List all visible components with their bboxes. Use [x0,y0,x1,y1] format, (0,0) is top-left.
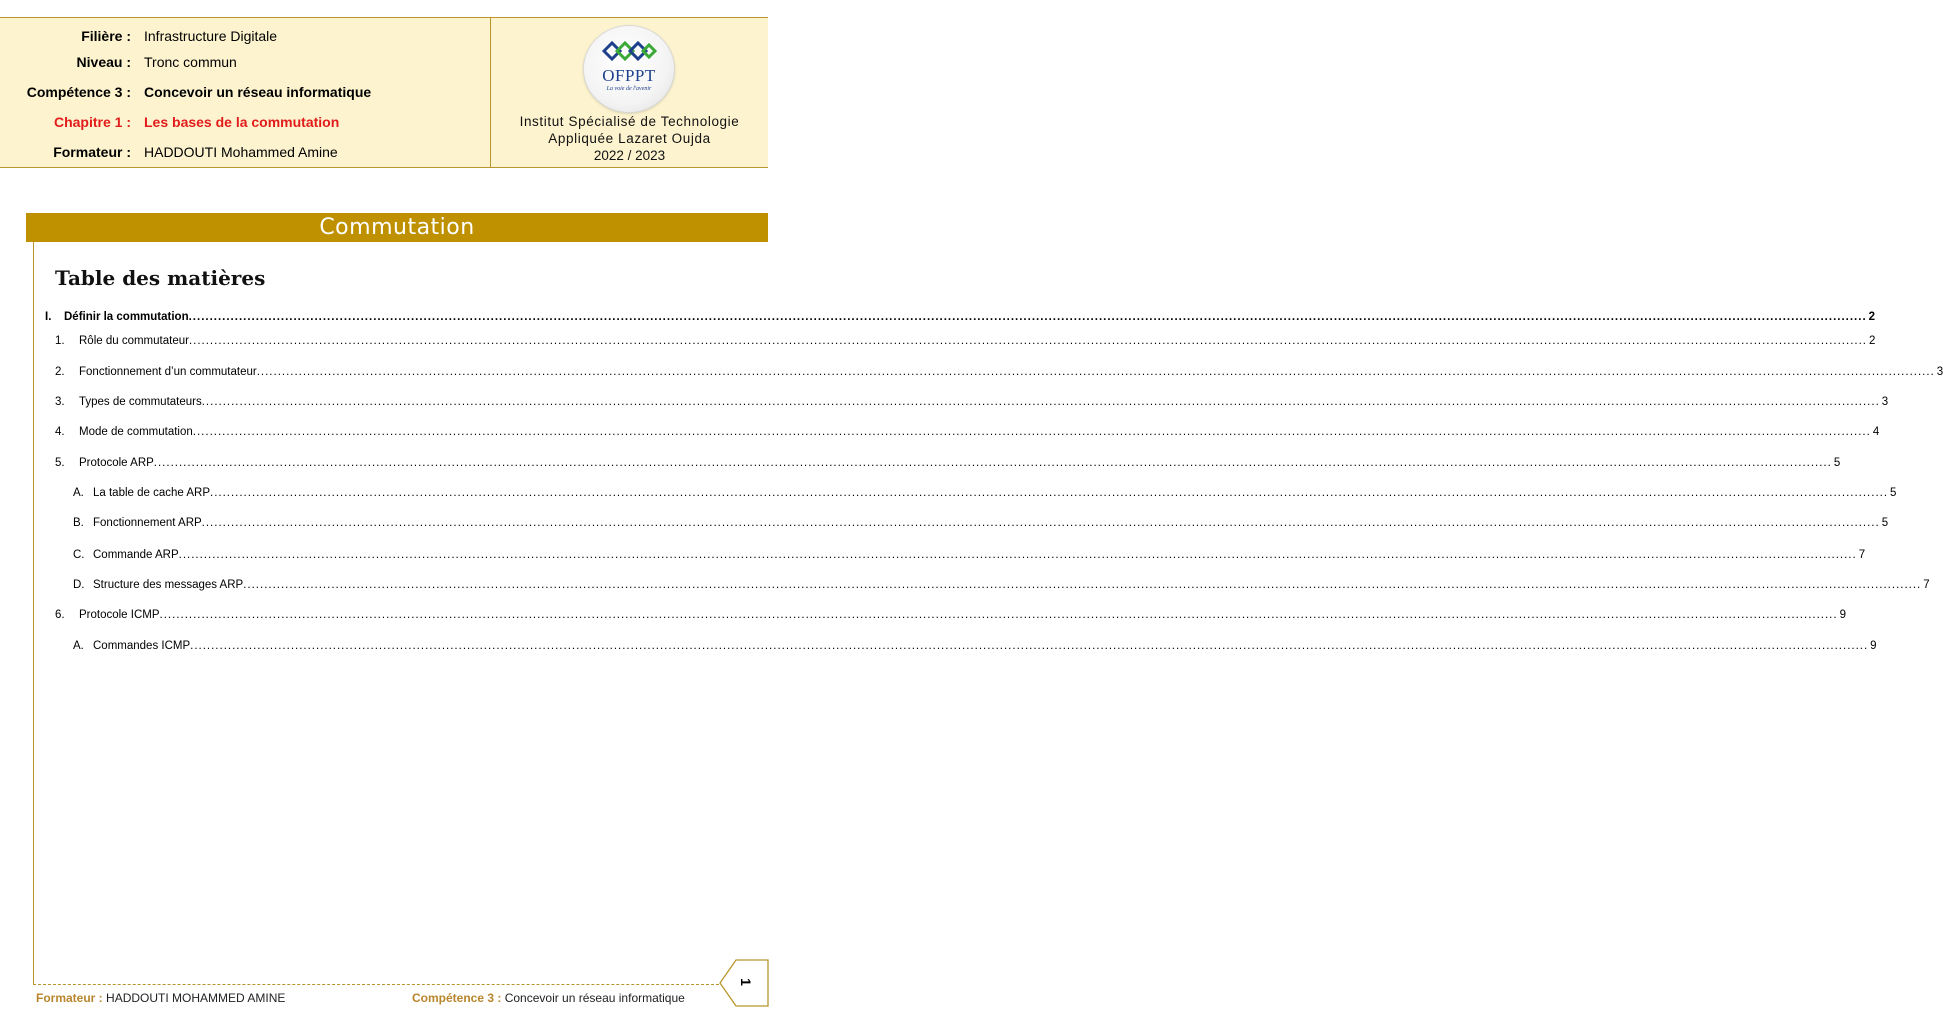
chapitre-value: Les bases de la commutation [144,114,340,130]
logo-text: OFPPT [602,66,656,85]
toc-entry-text: Fonctionnement d’un commutateur [79,366,257,378]
toc-entry-line [64,311,1876,327]
toc-leader-dots: ................................................................................................................................................................................................................................................................................................................................................................................................................ [243,579,1922,591]
chapter-title-band: Commutation [26,213,768,242]
footer-competence [412,991,685,1005]
toc-entry[interactable] [73,640,1877,656]
toc-entry-page: 5 [1890,487,1897,499]
footer-competence-label: Compétence 3 : [412,991,502,1005]
toc-entry-page: 2 [1868,335,1876,347]
toc-leader-dots: ................................................................................................................................................................................................................................................................................................................................................................................................................ [201,396,1880,408]
document-header [0,17,768,168]
toc-entry-line [93,640,1877,656]
academic-year: 2022 / 2023 [593,148,666,163]
page-left-border [33,242,34,984]
toc-entry-line [79,609,1846,625]
toc-entry-page: 7 [1858,549,1866,561]
footer-competence-value: Concevoir un réseau informatique [504,991,685,1005]
toc-leader-dots: ................................................................................................................................................................................................................................................................................................................................................................................................................ [201,517,1880,529]
ofppt-emblem-icon [600,38,658,64]
toc-entry-page: 2 [1868,311,1876,323]
toc-entry-number: A. [73,640,84,652]
toc-entry-number: D. [73,579,85,591]
toc-leader-dots: ................................................................................................................................................................................................................................................................................................................................................................................................................ [256,366,1935,378]
toc-entry-number: I. [45,311,52,323]
toc-leader-dots: ................................................................................................................................................................................................................................................................................................................................................................................................................ [188,311,1867,323]
toc-leader-dots: ................................................................................................................................................................................................................................................................................................................................................................................................................ [159,609,1838,621]
toc-entry-line [79,426,1880,442]
toc-entry[interactable] [55,396,1889,412]
toc-leader-dots: ................................................................................................................................................................................................................................................................................................................................................................................................................ [190,640,1869,652]
toc-entry[interactable] [55,457,1841,473]
toc-entry-text: Définir la commutation [64,311,189,323]
toc-leader-dots: ................................................................................................................................................................................................................................................................................................................................................................................................................ [153,457,1832,469]
toc-leader-dots: ................................................................................................................................................................................................................................................................................................................................................................................................................ [178,549,1857,561]
toc-entry-number: 3. [55,396,65,408]
toc-entry-number: 6. [55,609,65,621]
toc-entry-page: 9 [1839,609,1846,621]
formateur-label: Formateur : [53,144,131,160]
filiere-value: Infrastructure Digitale [144,28,278,44]
toc-entry-number: B. [73,517,84,529]
toc-entry-text: Rôle du commutateur [79,335,189,347]
toc-entry-text: Types de commutateurs [79,396,202,408]
toc-entry-number: 2. [55,366,65,378]
toc-entry-number: C. [73,549,85,561]
toc-entry-text: Protocole ARP [79,457,154,469]
toc-entry-text: Structure des messages ARP [93,579,244,591]
toc-entry[interactable] [55,335,1876,351]
toc-entry-page: 9 [1870,640,1877,652]
toc-entry-line [79,457,1841,473]
toc-entry-page: 3 [1881,396,1889,408]
toc-entry-line [93,517,1889,533]
toc-entry[interactable] [73,549,1866,565]
toc-entry-line [93,487,1897,503]
institute-name-line1: Institut Spécialisé de Technologie [519,114,740,129]
toc-entry-page: 5 [1833,457,1841,469]
footer-formateur-label: Formateur : [36,991,103,1005]
footer-formateur-value: HADDOUTI MOHAMMED AMINE [106,991,286,1005]
toc-entry-page: 5 [1881,517,1889,529]
logo-tagline: La voie de l'avenir [606,86,652,92]
institute-name-line2: Appliquée Lazaret Oujda [548,131,711,146]
toc-entry-text: Commandes ICMP [93,640,191,652]
toc-entry[interactable] [73,517,1889,533]
header-row-competence [0,84,490,104]
competence-value: Concevoir un réseau informatique [144,84,372,100]
toc-entry-line [79,366,1943,382]
page-number: 1 [738,978,754,986]
toc-entry-page: 7 [1923,579,1930,591]
ofppt-logo [584,26,674,112]
toc-entry-text: Commande ARP [93,549,179,561]
toc-entry-number: A. [73,487,84,499]
header-row-chapitre [0,114,490,134]
toc-leader-dots: ................................................................................................................................................................................................................................................................................................................................................................................................................ [192,426,1871,438]
toc-entry-number: 4. [55,426,65,438]
toc-leader-dots: ................................................................................................................................................................................................................................................................................................................................................................................................................ [210,487,1889,499]
toc-entry-text: La table de cache ARP [93,487,210,499]
toc-entry[interactable] [55,609,1846,625]
toc-entry-text: Fonctionnement ARP [93,517,202,529]
toc-entry[interactable] [73,579,1930,595]
toc-entry-line [79,335,1876,351]
toc-entry[interactable] [55,426,1880,442]
chapitre-label: Chapitre 1 : [53,114,131,130]
niveau-label: Niveau : [76,54,131,70]
toc-entry-number: 1. [55,335,65,347]
toc-entry-page: 4 [1872,426,1880,438]
toc-entry-line [93,549,1866,565]
toc-entry-line [79,396,1889,412]
toc-entry-number: 5. [55,457,65,469]
footer-divider [33,984,719,985]
header-row-formateur [0,144,490,164]
toc-entry[interactable] [55,366,1943,382]
toc-leader-dots: ................................................................................................................................................................................................................................................................................................................................................................................................................ [188,335,1867,347]
footer-formateur [36,991,285,1005]
toc-heading: Table des matières [55,266,266,290]
toc-entry-text: Mode de commutation [79,426,193,438]
competence-label: Compétence 3 : [26,84,131,100]
toc-entry[interactable] [73,487,1897,503]
formateur-value: HADDOUTI Mohammed Amine [144,144,338,160]
toc-entry-line [93,579,1930,595]
filiere-label: Filière : [81,28,131,44]
toc-entry-text: Protocole ICMP [79,609,160,621]
header-row-niveau [0,54,490,74]
toc-entry[interactable] [45,311,1876,327]
header-row-filiere [0,28,490,48]
niveau-value: Tronc commun [144,54,237,70]
toc-entry-page: 3 [1936,366,1943,378]
